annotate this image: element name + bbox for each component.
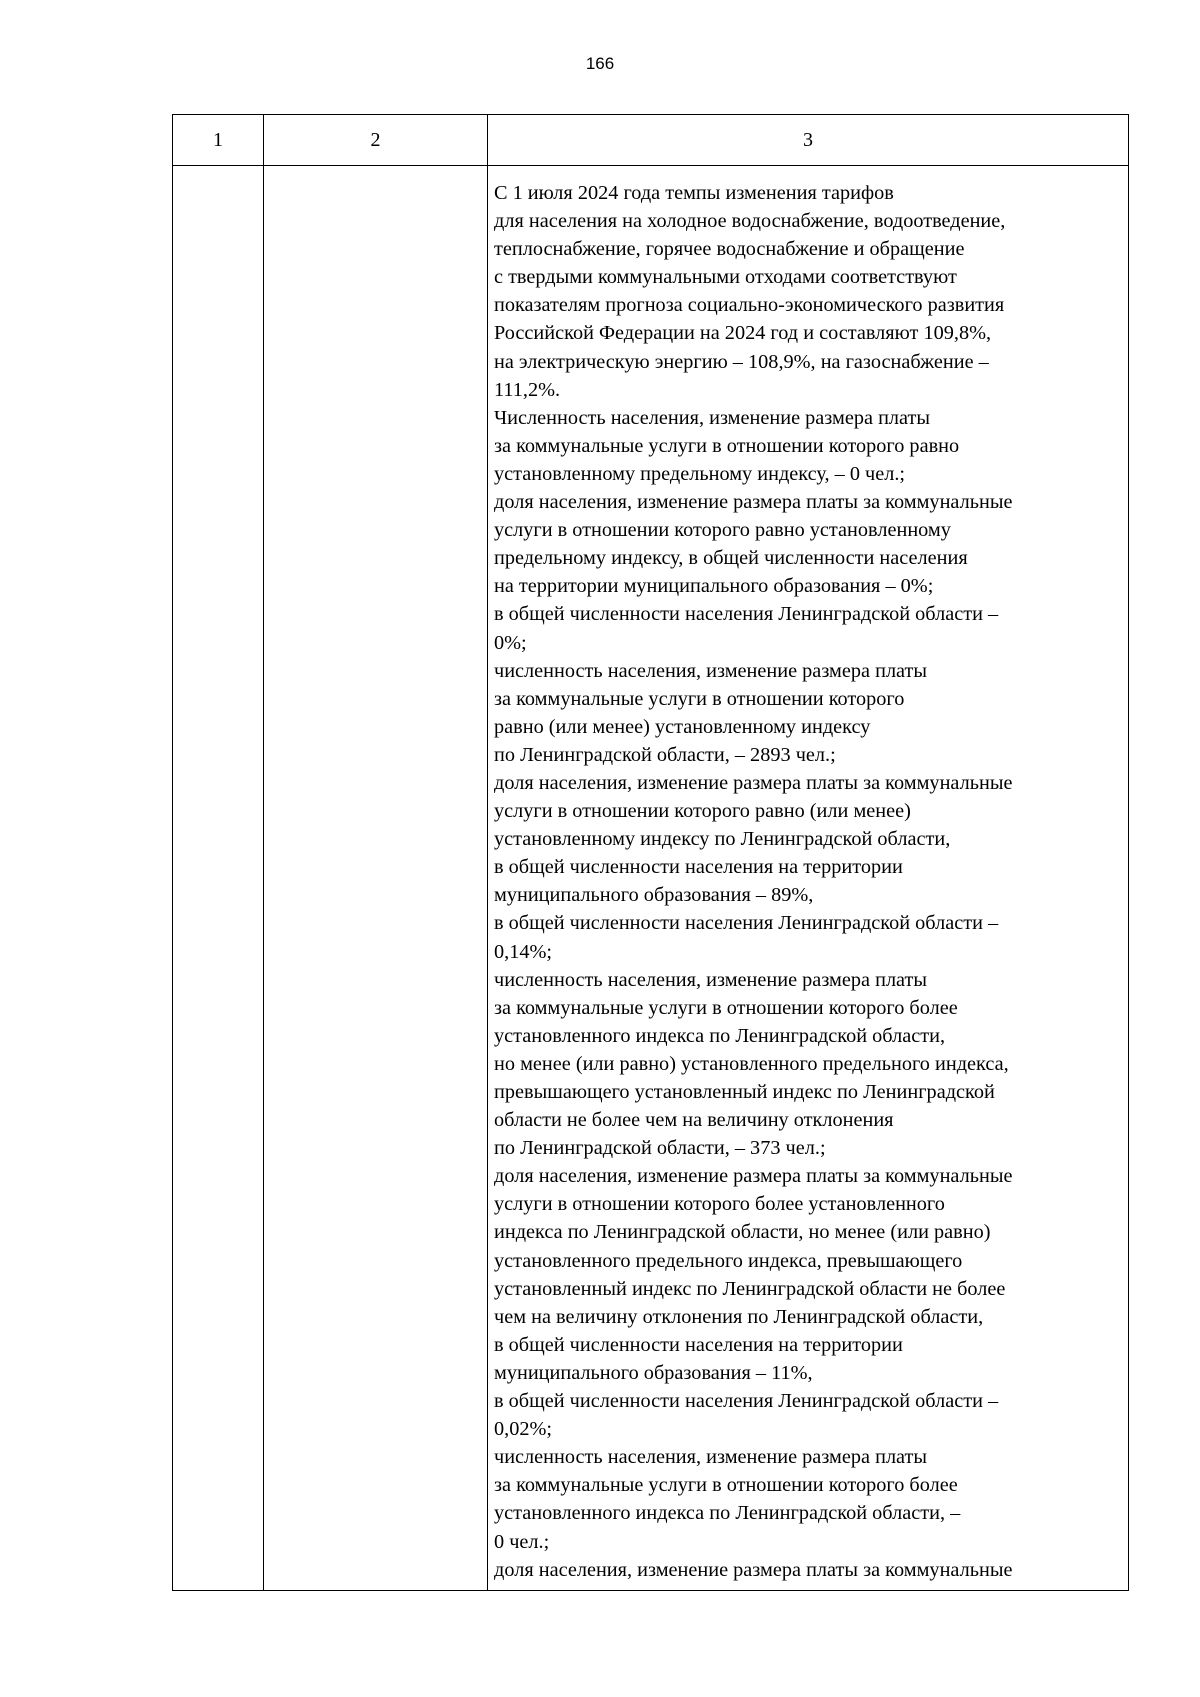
column-header-1: 1	[173, 115, 264, 166]
text-line: теплоснабжение, горячее водоснабжение и обращение	[494, 238, 965, 261]
page-number: 166	[585, 54, 615, 73]
text-line: доля населения, изменение размера платы за коммунальные	[494, 1558, 1013, 1581]
text-line: услуги в отношении которого более установленного	[494, 1193, 945, 1216]
text-line: установленного индекса по Ленинградской области,	[494, 1024, 946, 1047]
text-line: установленного индекса по Ленинградской области, –	[494, 1502, 961, 1525]
text-line: предельному индексу, в общей численности населения	[494, 547, 968, 570]
text-line: за коммунальные услуги в отношении которого более	[494, 1474, 958, 1497]
text-line: на электрическую энергию – 108,9%, на газоснабжение –	[494, 350, 989, 373]
text-line: по Ленинградской области, – 373 чел.;	[494, 1137, 826, 1160]
text-line: превышающего установленный индекс по Ленинградской	[494, 1081, 995, 1103]
text-line: доля населения, изменение размера платы за коммунальные	[494, 771, 1013, 794]
text-line: в общей численности населения Ленинградской области –	[494, 1390, 999, 1413]
text-line: за коммунальные услуги в отношении которого	[494, 687, 905, 710]
text-line: в общей численности населения Ленинградской области –	[494, 912, 999, 935]
text-line: области не более чем на величину отклонения	[494, 1109, 894, 1132]
text-line: 0 чел.;	[494, 1530, 550, 1553]
tariff-description-text	[488, 166, 1128, 1584]
text-line: Российской Федерации на 2024 год и составляют 109,8%,	[494, 322, 992, 345]
text-line: установленный индекс по Ленинградской области не более	[494, 1277, 1006, 1300]
text-line: муниципального образования – 11%,	[494, 1361, 813, 1384]
text-line: с твердыми коммунальными отходами соответствуют	[494, 266, 957, 289]
text-line: за коммунальные услуги в отношении которого более	[494, 996, 958, 1019]
text-line: услуги в отношении которого равно установленному	[494, 519, 951, 542]
table-cell-col2	[264, 166, 488, 1591]
text-line: на территории муниципального образования – 0%;	[494, 575, 934, 598]
table-cell-col1	[173, 166, 264, 1591]
text-line: доля населения, изменение размера платы за коммунальные	[494, 491, 1013, 514]
text-line: но менее (или равно) установленного предельного индекса,	[494, 1052, 1009, 1075]
text-line: Численность населения, изменение размера платы	[494, 406, 931, 429]
text-line: установленному предельному индексу, – 0 чел.;	[494, 462, 906, 485]
document-table	[172, 114, 1129, 1591]
table-row	[173, 166, 1129, 1591]
text-line: в общей численности населения на территории	[494, 1333, 903, 1356]
text-line: показателям прогноза социально-экономического развития	[494, 294, 1005, 317]
text-line: индекса по Ленинградской области, но менее (или равно)	[494, 1221, 991, 1244]
text-line: 111,2%.	[494, 378, 561, 401]
table-header-row	[173, 115, 1129, 166]
text-line: в общей численности населения на территории	[494, 856, 903, 879]
text-line: для населения на холодное водоснабжение, водоотведение,	[494, 210, 1006, 233]
text-line: в общей численности населения Ленинградской области –	[494, 603, 999, 626]
text-line: по Ленинградской области, – 2893 чел.;	[494, 743, 836, 766]
column-header-2: 2	[264, 115, 488, 166]
text-line: муниципального образования – 89%,	[494, 884, 814, 907]
text-line: 0,14%;	[494, 940, 553, 963]
text-line: услуги в отношении которого равно (или менее)	[494, 800, 911, 823]
text-line: чем на величину отклонения по Ленинградской области,	[494, 1305, 984, 1328]
text-line: 0,02%;	[494, 1418, 553, 1441]
text-line: установленному индексу по Ленинградской области,	[494, 828, 951, 851]
text-line: установленного предельного индекса, превышающего	[494, 1249, 963, 1272]
text-line: доля населения, изменение размера платы за коммунальные	[494, 1165, 1013, 1188]
text-line: численность населения, изменение размера платы	[494, 659, 928, 682]
text-line: за коммунальные услуги в отношении которого равно	[494, 434, 960, 457]
column-header-3: 3	[488, 115, 1129, 166]
text-line: численность населения, изменение размера платы	[494, 1446, 928, 1469]
text-line: С 1 июля 2024 года темпы изменения тарифов	[494, 182, 894, 204]
table-cell-col3	[488, 166, 1129, 1591]
text-line: равно (или менее) установленному индексу	[494, 715, 871, 738]
text-line: 0%;	[494, 631, 527, 654]
text-line: численность населения, изменение размера платы	[494, 968, 928, 991]
